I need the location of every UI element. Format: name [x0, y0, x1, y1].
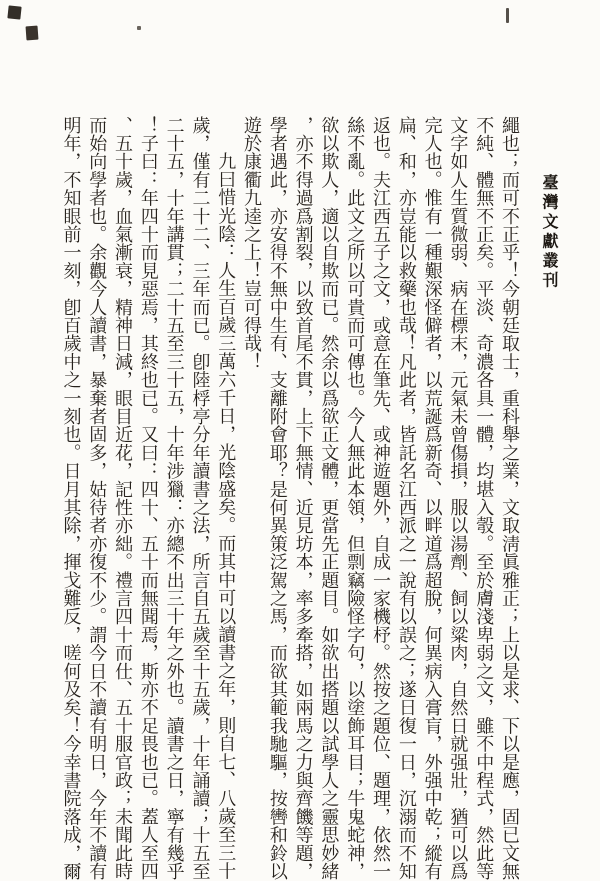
- text-column-8: 欲以欺人，適以自欺而已。然余以爲欲正文體，更當先正題目。如欲出搭題以試學人之靈思妙緒: [318, 116, 340, 881]
- ink-speck: [26, 26, 39, 41]
- text-column-1: 繩也；而可不正乎！今朝廷取士，重科舉之業，文取淸眞雅正；上以是求、下以是應，固已文無: [499, 116, 520, 881]
- text-column-17: 而始向學者也。余觀今人讀書，暴棄者固多，姑待者亦復不少。謂今日不讀有明日，今年不讀有: [86, 116, 108, 881]
- ink-speck: [137, 26, 141, 30]
- running-head-series-title: 臺灣文獻叢刊: [540, 174, 559, 291]
- text-column-13: 歲，僅有二十二、三年而已。卽陸桴亭分年讀書之法，所言自五歲至十五歲，十年誦讀；十五至: [189, 116, 211, 881]
- text-column-9: ，亦不得過爲割裂，以致首尾不貫，上下無情、近見坊本，率多牽搭，如兩馬之力與齊饑等題，: [292, 116, 314, 881]
- text-column-10: 學者遇此，亦安得不無中生有、支離附會耶？是何異策泛駕之馬，而欲其範我馳驅，按轡和鈴以: [266, 116, 288, 881]
- text-column-3: 文字如人生質微弱、病在標末，元氣未曾傷損，服以湯劑、飼以粱肉，自然日就强壯，猶可以爲: [447, 116, 469, 881]
- text-column-16: 、五十歲，血氣漸衰，精神日減，眼目近花，記性亦絀。禮言四十而仕、五十服官政；未聞此時: [112, 116, 134, 881]
- body-text-block: [58, 116, 522, 881]
- text-column-4: 完人也。惟有一種艱深怪僻者，以荒誕爲新奇、以畔道爲超脫，何異病入膏肓，外强中乾；縱有: [421, 116, 443, 881]
- ink-speck: [506, 8, 509, 23]
- text-column-7: 絲不亂。此文之所以可貴而可傳也。今人無此本領，但剽竊險怪字句，以塗飾耳目；牛鬼蛇神，: [344, 116, 366, 881]
- text-column-12: 九曰惜光陰：人生百歲三萬六千日，光陰盛矣。而其中可以讀書之年，則自七、八歲至三十: [215, 152, 237, 880]
- text-column-14: 二十五，十年講貫；二十五至三十五，十年涉獵：亦總不出三十年之外也。讀書之日，寧有幾乎: [163, 116, 185, 881]
- text-column-11: 遊於康衢九逵之上！豈可得哉！: [241, 116, 263, 371]
- text-column-2: 不純、體無不正矣。平淡、奇濃各具一體，均堪入彀。至於膚淺卑弱之文，雖不中程式，然此等: [473, 116, 495, 881]
- text-column-5: 扁、和，亦豈能以救藥也哉！凡此者，皆託名江西派之一說有以誤之；遂日復一日，沉溺而不知: [395, 116, 417, 881]
- ink-speck: [7, 5, 21, 19]
- text-column-6: 返也。夫江西五子之文，或意在筆先、或神遊題外，自成一家機杼。然按之題位、題理，依然一: [370, 116, 392, 881]
- text-column-18: 明年，不知眼前一刻，卽百歲中之一刻也。日月其除，揮戈難反，嗟何及矣！今幸書院落成，爾: [60, 116, 82, 881]
- text-column-15: ！子曰：年四十而見惡焉，其終也已。又曰：四十、五十而無聞焉，斯亦不足畏也已。蓋人至四: [137, 116, 159, 881]
